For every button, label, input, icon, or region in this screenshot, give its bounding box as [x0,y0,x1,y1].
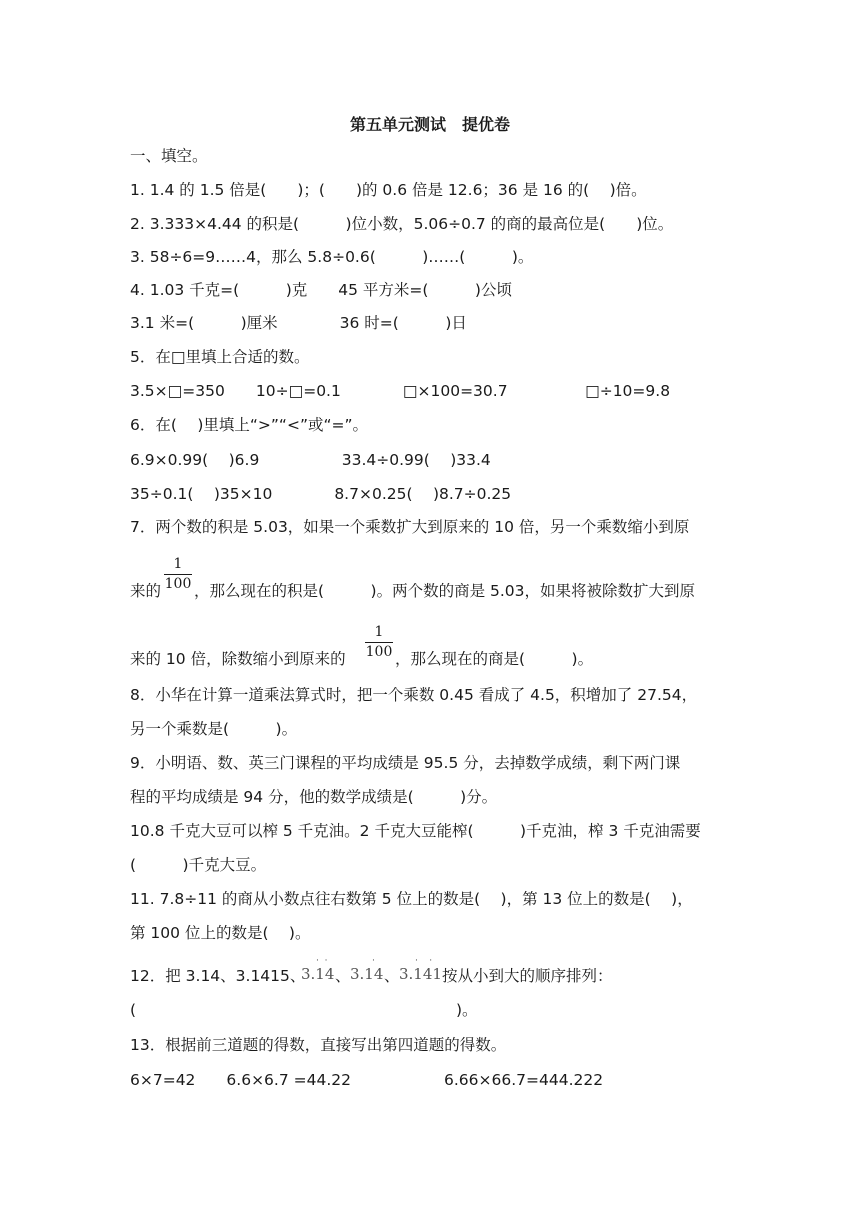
question-1: 1. 1.4 的 1.5 倍是( )；( )的 0.6 倍是 12.6；36 是 16 的( )倍。 [130,181,647,199]
question-4-line2: 3.1 米=( )厘米 36 时=( )日 [130,314,467,332]
question-10-line2: ( )千克大豆。 [130,856,267,874]
question-9-line1: 9．小明语、数、英三门课程的平均成绩是 95.5 分，去掉数学成绩，剩下两门课 [130,754,681,772]
question-13: 13．根据前三道题的得数，直接写出第四道题的得数。 [130,1036,507,1054]
question-10-line1: 10.8 千克大豆可以榨 5 千克油。2 千克大豆能榨( )千克油，榨 3 千克油需要 [130,822,701,840]
question-7-line2-end: ，那么现在的积是( )。两个数的商是 5.03，如果将被除数扩大到原 [194,582,696,600]
question-12-start: 12．把 3.14、3.1415、 [130,967,306,985]
question-12-end: 按从小到大的顺序排列： [442,967,613,985]
question-11-line1: 11. 7.8÷11 的商从小数点往右数第 5 位上的数是( )，第 13 位上的数是( )， [130,890,693,908]
repeating-decimal-2: 3.14 [350,965,384,983]
repeating-decimal-3: 3.141 [399,965,442,983]
fraction-denominator: 100 [164,576,192,592]
repeat-dots-1: · · [316,956,328,966]
question-12-answer-close: )。 [456,1001,478,1019]
question-11-line2: 第 100 位上的数是( )。 [130,924,311,942]
question-7-line1: 7．两个数的积是 5.03，如果一个乘数扩大到原来的 10 倍，另一个乘数缩小到原 [130,518,690,536]
question-5-row: 3.5×□=350 10÷□=0.1 □×100=30.7 □÷10=9.8 [130,382,671,400]
question-6: 6．在( )里填上“>”“<”或“=”。 [130,416,369,434]
fraction-numerator: 1 [365,624,393,643]
question-7-line3-start: 来的 10 倍，除数缩小到原来的 [130,650,346,668]
repeat-dots-2: · [372,956,375,966]
fraction-one-hundredth [365,624,393,660]
question-13-row: 6×7=42 6.6×6.7 =44.22 6.66×66.7=444.222 [130,1071,604,1089]
question-4-line1: 4. 1.03 千克=( )克 45 平方米=( )公顷 [130,281,512,299]
question-6-row2: 35÷0.1( )35×10 8.7×0.25( )8.7÷0.25 [130,485,512,503]
question-6-row1: 6.9×0.99( )6.9 33.4÷0.99( )33.4 [130,451,491,469]
question-2: 2. 3.333×4.44 的积是( )位小数，5.06÷0.7 的商的最高位是( )位。 [130,215,674,233]
question-12-separator: 、 [384,967,400,985]
fraction-numerator: 1 [164,556,192,575]
question-12-separator: 、 [335,967,351,985]
fraction-denominator: 100 [365,644,393,660]
question-7-line3-end: ，那么现在的商是( )。 [395,650,594,668]
question-12-answer-open: ( [130,1001,137,1019]
question-5: 5．在□里填上合适的数。 [130,348,310,366]
section-heading: 一、填空。 [130,147,208,165]
question-7-line2-start: 来的 [130,582,162,600]
question-8-line2: 另一个乘数是( )。 [130,720,298,738]
repeating-decimal-1: 3.14 [301,965,335,983]
fraction-one-hundredth [164,556,192,592]
repeat-dots-3: · · [415,956,433,966]
question-3: 3. 58÷6=9……4，那么 5.8÷0.6( )……( )。 [130,248,534,266]
page-title: 第五单元测试 提优卷 [349,115,510,134]
question-8-line1: 8．小华在计算一道乘法算式时，把一个乘数 0.45 看成了 4.5，积增加了 27.54， [130,686,698,704]
question-9-line2: 程的平均成绩是 94 分，他的数学成绩是( )分。 [130,788,498,806]
